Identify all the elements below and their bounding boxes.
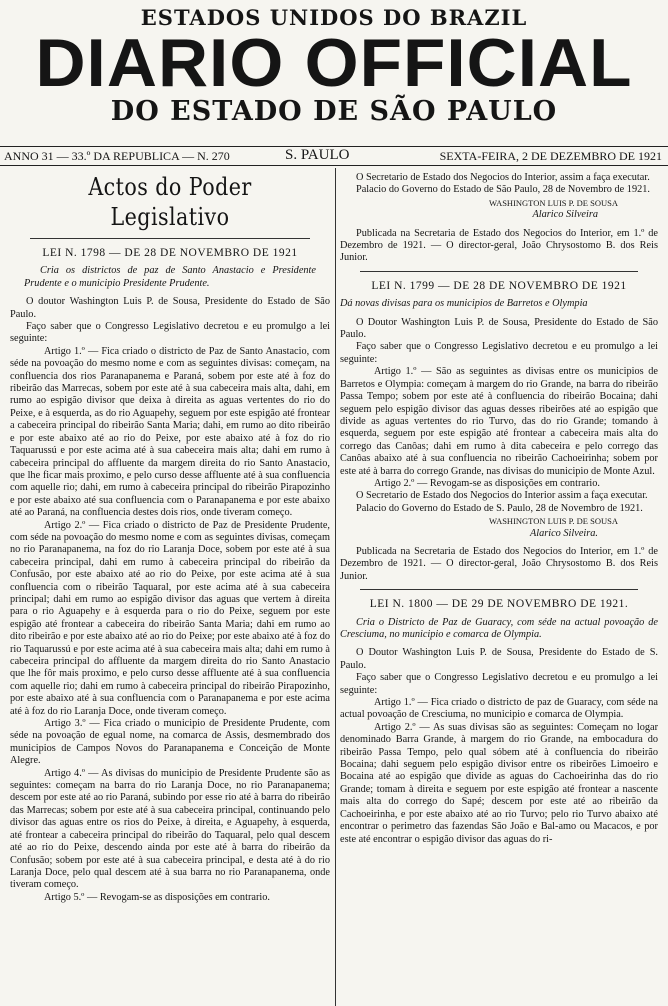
law-intro-1800: O Doutor Washington Luis P. de Sousa, Presidente do Estado de S. Paulo.	[340, 647, 658, 671]
execution-note: O Secretario de Estado dos Negocios do Interior, assim a faça executar.	[356, 172, 650, 183]
law-intro2-1800: Faço saber que o Congresso Legislativo decretou e eu promulgo a lei seguinte:	[340, 672, 658, 696]
signature-secretary: Alarico Silveira	[532, 209, 598, 221]
law-summary-1799: Dá novas divisas para os municipios de Barretos e Olympia	[340, 298, 588, 310]
law-title: LEI N. 1798 — DE 28 DE NOVEMBRO DE 1921	[42, 247, 298, 259]
law-intro-1799: O Doutor Washington Luis P. de Sousa, Presidente do Estado de São Paulo.	[340, 316, 658, 341]
law-intro2-1799: Faço saber que o Congresso Legislativo decretou e eu promulgo a lei seguinte:	[340, 341, 658, 365]
law-intro-2: Faço saber que o Congresso Legislativo decretou e eu promulgo a lei seguinte:	[10, 321, 330, 345]
section-heading: Actos do Poder Legislativo	[88, 173, 252, 231]
article-2-1799: Artigo 2.º — Revogam-se as disposições em contrario.	[374, 477, 600, 489]
right-column	[340, 172, 658, 1006]
signature-governor-1799: WASHINGTON LUIS P. DE SOUSA	[488, 516, 618, 527]
divider	[360, 589, 638, 590]
publication-note-1799: Publicada na Secretaria de Estado dos Negocios do Interior, em 1.º de Dezembro de 1921. — O director-geral, João Chrysostomo B. dos Reis Junior.	[340, 545, 658, 582]
divider	[360, 271, 638, 272]
palace-note: Palacio do Governo do Estado de São Paulo, 28 de Novembro de 1921.	[356, 184, 650, 196]
issue-number: ANNO 31 — 33.º DA REPUBLICA — N. 270	[4, 149, 230, 163]
dateline	[0, 146, 668, 166]
article-1-1800: Artigo 1.º — Fica criado o districto de paz de Guaracy, com séde na actual povoação de Cresciuma, no municipio e comarca de Olympia.	[340, 697, 658, 721]
article-1: Artigo 1.º — Fica criado o districto de Paz de Santo Anastacio, com séde na povoação do mesmo nome e com as seguintes divisas: começam, na confluencia dos rios Paranapanema e Paraná, sobem por este até à foz do ribeirão das Marrecas, sobem por este até à sua cabeceira mais alta, dahi, em rumo ao espigão divisor que deixa à direita as aguas vertentes do rio do Peixe, e à esquerda, as do rio Aguapehy, seguem por este espigão até frontear a cabeceira principal do ribeirão Santa Maria; dahi, em rumo ao dito ribeirão e por este abaixo até ao rio do Peixe, por este abaixo até à foz do rio Taquarussú e por este acima até à sua cabeceira mais alta; dahi em rumo à cabeceira principal do affluente da margem direita do rio Santo Anastacio, que lhe ficar mais proximo, e pelo curso desse affluente até à sua confluencia com aquelle rio; dahi, em rumo à cabeceira principal do ribeirão Pirapozinho e por este abaixo até sua confluencia com o Paranapanema e por este abaixo até ao Paraná, na confluencia destes dois rios, onde tiveram começo.	[10, 345, 330, 519]
law-title-1800: LEI N. 1800 — DE 29 DE NOVEMBRO DE 1921.	[369, 598, 629, 611]
signature-governor: WASHINGTON LUIS P. DE SOUSA	[488, 197, 618, 208]
law-title-1799: LEI N. 1799 — DE 28 DE NOVEMBRO DE 1921	[371, 279, 627, 292]
article-5: Artigo 5.º — Revogam-se as disposições em contrario.	[44, 891, 270, 903]
signature-secretary-1799: Alarico Silveira.	[529, 527, 598, 539]
newspaper-subtitle: DO ESTADO DE SÃO PAULO	[110, 96, 558, 127]
law-summary: Cria os districtos de paz de Santo Anastacio e Presidente Prudente e o municipio Presidente Prudente.	[24, 265, 316, 289]
city-name: S. PAULO	[285, 147, 350, 163]
article-2-1800: Artigo 2.º — As suas divisas são as seguintes: Começam no logar denominado Barra Grande, à margem do rio Grande, na embocadura do ribeirão Passa Tempo, pelo qual sóbem até à confluencia do ribeirão Bocaina; dahi seguem pelo espigão divisor entre os ribeirões Limoeiro e Bocaina até ao espigão que divide as aguas do Cachoeirinha das do rio Grande; tomam à direita e seguem por este espigão até frontear a nascente mais alta do corrego do Sapé; descem por este até ao ribeirão da Cachoeirinha, e por este abaixo até ao rio Turvo; pelo rio Turvo abaixo até encontrar o perimetro das fazendas São João e Bal-amo ou Macacos, e por este até encontrar o espigão divisor das aguas do ri-	[340, 721, 658, 845]
publication-note: Publicada na Secretaria de Estado dos Negocios do Interior, em 1.º de Dezembro de 1921. — O director-geral, João Chrysostomo B. dos Reis Junior.	[340, 227, 658, 264]
article-4: Artigo 4.º — As divisas do municipio de Presidente Prudente são as seguintes: começam na barra do rio Laranja Doce, no rio Paranapanema; descem por este até ao rio Paraná, subindo por esse rio até à barra do ribeirão das Marrecas; sobem por este até à sua cabeceira principal, continuando pelo divisor das aguas entre os rios do Peixe, à direita, e Aguapehy, à esquerda, até frontear a cabeceira principal do ribeirão do Taquaral, pelo qual descem até ao rio do Peixe, descendo ainda por este até à barra do ribeirão da Confusão; sobem por este até à sua cabeceira principal, e desta até à do rio Laranja Doce, pelo qual descem até à sua barra no rio Paranapanema, onde tiveram começo.	[10, 767, 330, 891]
masthead	[0, 6, 668, 128]
law-intro: O doutor Washington Luis P. de Sousa, Presidente do Estado de São Paulo.	[10, 296, 330, 320]
column-divider	[335, 168, 336, 1006]
article-3: Artigo 3.º — Fica criado o municipio de Presidente Prudente, com séde na povoação de egual nome, na comarca de Assis, desmembrado dos municipios de Campos Novos do Paranapanema e Conceição de Monte Alegre.	[10, 718, 330, 767]
article-2: Artigo 2.º — Fica criado o districto de Paz de Presidente Prudente, com séde na povoação do mesmo nome e com as seguintes divisas, começam no rio Paranapanema, na foz do rio Laranja Doce, sobem por este até à sua cabeceira principal, dahi em rumo à cabeceira principal do ribeirão da Confusão, por este abaixo até ao rio do Peixe, por este acima até à sua confluencia com o ribeirão Taquaral, por este acima até à sua cabeceira principal; dahi em rumo ao espigão divisor das aguas que vertem à direita para o rio Aguapehy e à esquerda para o rio do Peixe, seguem por este espigão até frontear a cabeceira do ribeirão Santa Maria; dahi em rumo ao dito ribeirão e por este abaixo até ao rio do Peixe; por este abaixo até à foz do rio Taquarussú e por este acima até à sua cabeceira mais alta; dahi em rumo à cabeceira principal do affluente da margem direita do rio Santo Anastacio que lhe fôr mais proximo, e pelo curso desse affluente até à sua confluencia com aquelle rio; dahi em rumo à cabeceira principal do ribeirão Pirapozinho, por este abaixo até à sua confluencia com o Paranapanema e por este acima até à foz do rio Laranja Doce, onde tiveram começo.	[10, 519, 330, 717]
left-column	[10, 172, 330, 1006]
execution-note-1799: O Secretario de Estado dos Negocios do Interior assim a faça executar.	[356, 490, 648, 502]
article-1-1799: Artigo 1.º — São as seguintes as divisas entre os municipios de Barretos e Olympia: começam à margem do rio Grande, na barra do ribeirão Passa Tempo; sobem por este até à confluencia do ribeirão Bocaina; dahi seguem pelo espigão divisor das aguas desses ribeirões até ao espigão que divide as aguas vertentes do rio Turvo, das do rio Grande; tomando à esquerda, seguem por este espigão até frontear a cabeceira mais alta do corrego das Canôas; dahi em rumo à dita cabeceira e pelo corrego das Canôas abaixo até à sua confluencia no ribeirão Cachoeirinha; sobem por este até à barra do corrego Grande, nas divisas do municipio de Monte Azul.	[340, 366, 658, 477]
masthead-top-line: ESTADOS UNIDOS DO BRAZIL	[140, 5, 528, 30]
newspaper-title: DIARIO OFFICIAL	[35, 25, 633, 101]
issue-date: SEXTA-FEIRA, 2 DE DEZEMBRO DE 1921	[439, 149, 662, 163]
divider	[30, 238, 310, 239]
law-summary-1800: Cria o Districto de Paz de Guaracy, com séde na actual povoação de Cresciuma, no municipio e comarca de Olympia.	[340, 616, 658, 640]
palace-note-1799: Palacio do Governo do Estado de S. Paulo, 28 de Novembro de 1921.	[356, 502, 643, 514]
